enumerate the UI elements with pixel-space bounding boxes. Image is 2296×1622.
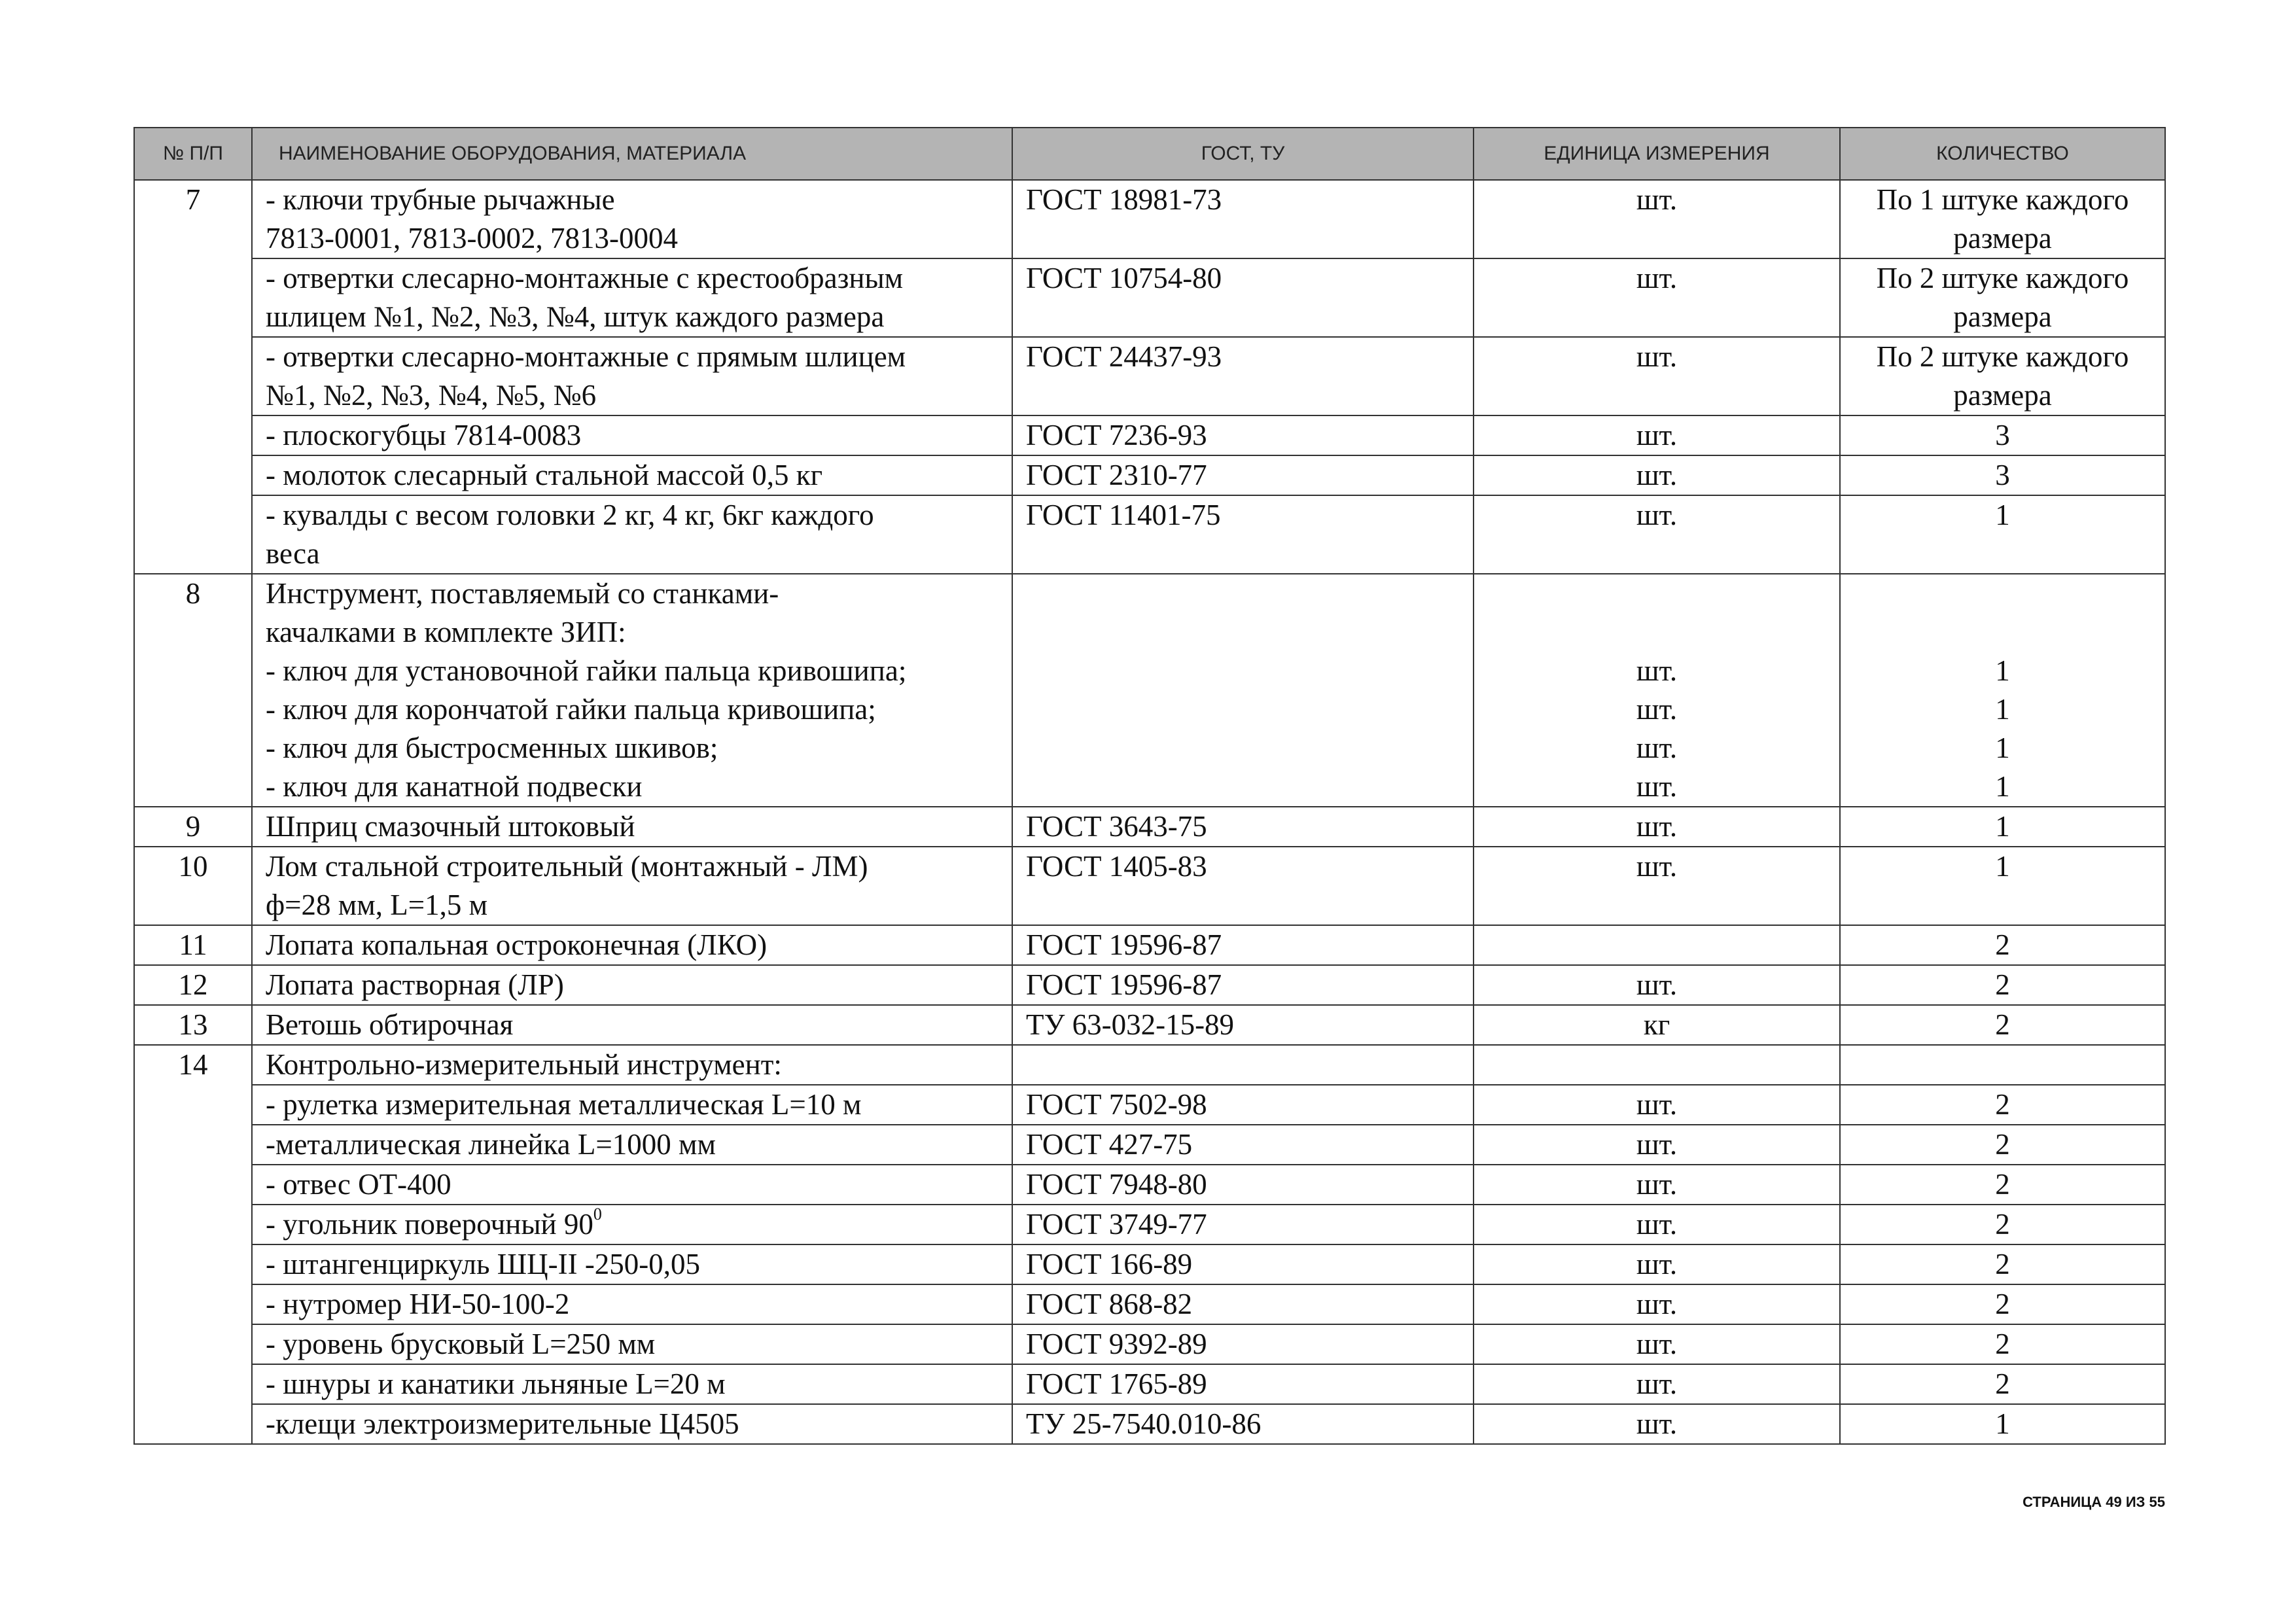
item-name: Контрольно-измерительный инструмент:: [252, 1045, 1012, 1085]
item-name: - нутромер НИ-50-100-2: [252, 1284, 1012, 1324]
item-qty: 2: [1840, 1165, 2165, 1205]
table-row: [134, 1045, 2165, 1085]
item-name: Лопата копальная остроконечная (ЛКО): [252, 925, 1012, 965]
item-unit: шт.: [1474, 455, 1840, 495]
table-row: [134, 1005, 2165, 1045]
item-gost: [1012, 574, 1474, 807]
item-gost: ГОСТ 3643-75: [1012, 807, 1474, 847]
item-unit: шт.: [1474, 1125, 1840, 1165]
header-num: № П/П: [134, 128, 252, 180]
item-gost: ГОСТ 19596-87: [1012, 965, 1474, 1005]
item-name: - угольник поверочный $90^0$: [252, 1205, 1012, 1244]
item-name: -металлическая линейка L=1000 мм: [252, 1125, 1012, 1165]
row-number: 13: [134, 1005, 252, 1045]
item-qty: 3: [1840, 415, 2165, 455]
table-row: [134, 1165, 2165, 1205]
item-qty: 2: [1840, 925, 2165, 965]
item-unit: шт.: [1474, 337, 1840, 415]
table-row: [134, 415, 2165, 455]
item-qty: [1840, 1045, 2165, 1085]
item-gost: ГОСТ 9392-89: [1012, 1324, 1474, 1364]
item-name: - плоскогубцы 7814-0083: [252, 415, 1012, 455]
item-unit: шт.: [1474, 1364, 1840, 1404]
item-qty: По 2 штуке каждого размера: [1840, 337, 2165, 415]
item-qty: 1: [1840, 1404, 2165, 1444]
item-name: - рулетка измерительная металлическая L=10 м: [252, 1085, 1012, 1125]
table-row: [134, 337, 2165, 415]
item-name: - отвертки слесарно-монтажные с прямым шлицем №1, №2, №3, №4, №5, №6: [252, 337, 1012, 415]
table-row: [134, 1244, 2165, 1284]
table-row: [134, 1404, 2165, 1444]
item-unit: кг: [1474, 1005, 1840, 1045]
item-gost: ГОСТ 166-89: [1012, 1244, 1474, 1284]
item-gost: ГОСТ 7948-80: [1012, 1165, 1474, 1205]
item-name: - штангенциркуль ШЦ-II -250-0,05: [252, 1244, 1012, 1284]
item-qty: 3: [1840, 455, 2165, 495]
table-row: [134, 1125, 2165, 1165]
item-name: - отвертки слесарно-монтажные с крестообразным шлицем №1, №2, №3, №4, штук каждого размера: [252, 258, 1012, 337]
item-qty: 2: [1840, 1205, 2165, 1244]
item-name: Инструмент, поставляемый со станками- качалками в комплекте ЗИП: - ключ для установочной гайки пальца кривошипа; - ключ для корончатой гайки пальца кривошипа; - ключ для быстросменных шкивов; - ключ для канатной подвески: [252, 574, 1012, 807]
item-unit: шт.: [1474, 1284, 1840, 1324]
item-unit: шт.: [1474, 965, 1840, 1005]
item-name: Шприц смазочный штоковый: [252, 807, 1012, 847]
item-gost: ГОСТ 868-82: [1012, 1284, 1474, 1324]
item-gost: ГОСТ 1765-89: [1012, 1364, 1474, 1404]
item-gost: ГОСТ 427-75: [1012, 1125, 1474, 1165]
item-name: Ветошь обтирочная: [252, 1005, 1012, 1045]
header-qty: КОЛИЧЕСТВО: [1840, 128, 2165, 180]
item-qty: 2: [1840, 1364, 2165, 1404]
page-number: СТРАНИЦА 49 ИЗ 55: [2022, 1494, 2165, 1510]
item-gost: ГОСТ 1405-83: [1012, 847, 1474, 925]
item-unit: шт.: [1474, 258, 1840, 337]
item-qty: 2: [1840, 965, 2165, 1005]
item-qty: По 2 штуке каждого размера: [1840, 258, 2165, 337]
item-unit: шт.: [1474, 1324, 1840, 1364]
item-name: - ключи трубные рычажные 7813-0001, 7813-0002, 7813-0004: [252, 180, 1012, 258]
item-gost: ГОСТ 7236-93: [1012, 415, 1474, 455]
row-number: 9: [134, 807, 252, 847]
row-number: 12: [134, 965, 252, 1005]
table-header-row: [134, 128, 2165, 180]
item-unit: шт.: [1474, 847, 1840, 925]
item-qty: 1: [1840, 847, 2165, 925]
item-unit: шт.: [1474, 1085, 1840, 1125]
item-gost: ТУ 25-7540.010-86: [1012, 1404, 1474, 1444]
row-number: 7: [134, 180, 252, 574]
item-name: - молоток слесарный стальной массой 0,5 кг: [252, 455, 1012, 495]
item-gost: ГОСТ 10754-80: [1012, 258, 1474, 337]
item-unit: шт. шт. шт. шт.: [1474, 574, 1840, 807]
item-qty: 2: [1840, 1284, 2165, 1324]
item-unit: шт.: [1474, 1404, 1840, 1444]
equipment-table: [133, 127, 2166, 1445]
header-name: НАИМЕНОВАНИЕ ОБОРУДОВАНИЯ, МАТЕРИАЛА: [252, 128, 1012, 180]
item-name: - шнуры и канатики льняные L=20 м: [252, 1364, 1012, 1404]
item-unit: шт.: [1474, 415, 1840, 455]
item-unit: шт.: [1474, 1205, 1840, 1244]
item-gost: [1012, 1045, 1474, 1085]
table-row: [134, 847, 2165, 925]
item-unit: шт.: [1474, 807, 1840, 847]
table-row: [134, 1324, 2165, 1364]
item-qty: 2: [1840, 1125, 2165, 1165]
table-row: [134, 807, 2165, 847]
table-row: [134, 455, 2165, 495]
row-number: 14: [134, 1045, 252, 1444]
item-unit: [1474, 1045, 1840, 1085]
table-row: [134, 925, 2165, 965]
item-name: - уровень брусковый L=250 мм: [252, 1324, 1012, 1364]
item-qty: 2: [1840, 1244, 2165, 1284]
item-qty: 1: [1840, 807, 2165, 847]
item-qty: 2: [1840, 1324, 2165, 1364]
item-qty: 1 1 1 1: [1840, 574, 2165, 807]
item-name: -клещи электроизмерительные Ц4505: [252, 1404, 1012, 1444]
item-gost: ГОСТ 11401-75: [1012, 495, 1474, 574]
item-unit: шт.: [1474, 180, 1840, 258]
item-gost: ГОСТ 2310-77: [1012, 455, 1474, 495]
row-number: 10: [134, 847, 252, 925]
item-unit: шт.: [1474, 495, 1840, 574]
row-number: 8: [134, 574, 252, 807]
item-unit: шт.: [1474, 1244, 1840, 1284]
table-row: [134, 495, 2165, 574]
table-row: [134, 1085, 2165, 1125]
item-qty: 1: [1840, 495, 2165, 574]
item-qty: По 1 штуке каждого размера: [1840, 180, 2165, 258]
item-gost: ГОСТ 24437-93: [1012, 337, 1474, 415]
header-unit: ЕДИНИЦА ИЗМЕРЕНИЯ: [1474, 128, 1840, 180]
table-row: [134, 1364, 2165, 1404]
header-gost: ГОСТ, ТУ: [1012, 128, 1474, 180]
table-row: [134, 965, 2165, 1005]
item-name: Лопата растворная (ЛР): [252, 965, 1012, 1005]
item-qty: 2: [1840, 1005, 2165, 1045]
item-unit: [1474, 925, 1840, 965]
item-unit: шт.: [1474, 1165, 1840, 1205]
item-gost: ГОСТ 7502-98: [1012, 1085, 1474, 1125]
table-row: [134, 574, 2165, 807]
item-gost: ГОСТ 19596-87: [1012, 925, 1474, 965]
item-name: - кувалды с весом головки 2 кг, 4 кг, 6кг каждого веса: [252, 495, 1012, 574]
table-row: [134, 258, 2165, 337]
item-gost: ГОСТ 3749-77: [1012, 1205, 1474, 1244]
item-qty: 2: [1840, 1085, 2165, 1125]
row-number: 11: [134, 925, 252, 965]
table-row: [134, 1284, 2165, 1324]
table-row: [134, 180, 2165, 258]
item-name: - отвес ОТ-400: [252, 1165, 1012, 1205]
table-row: [134, 1205, 2165, 1244]
item-name: Лом стальной строительный (монтажный - ЛМ) ф=28 мм, L=1,5 м: [252, 847, 1012, 925]
item-gost: ТУ 63-032-15-89: [1012, 1005, 1474, 1045]
item-gost: ГОСТ 18981-73: [1012, 180, 1474, 258]
